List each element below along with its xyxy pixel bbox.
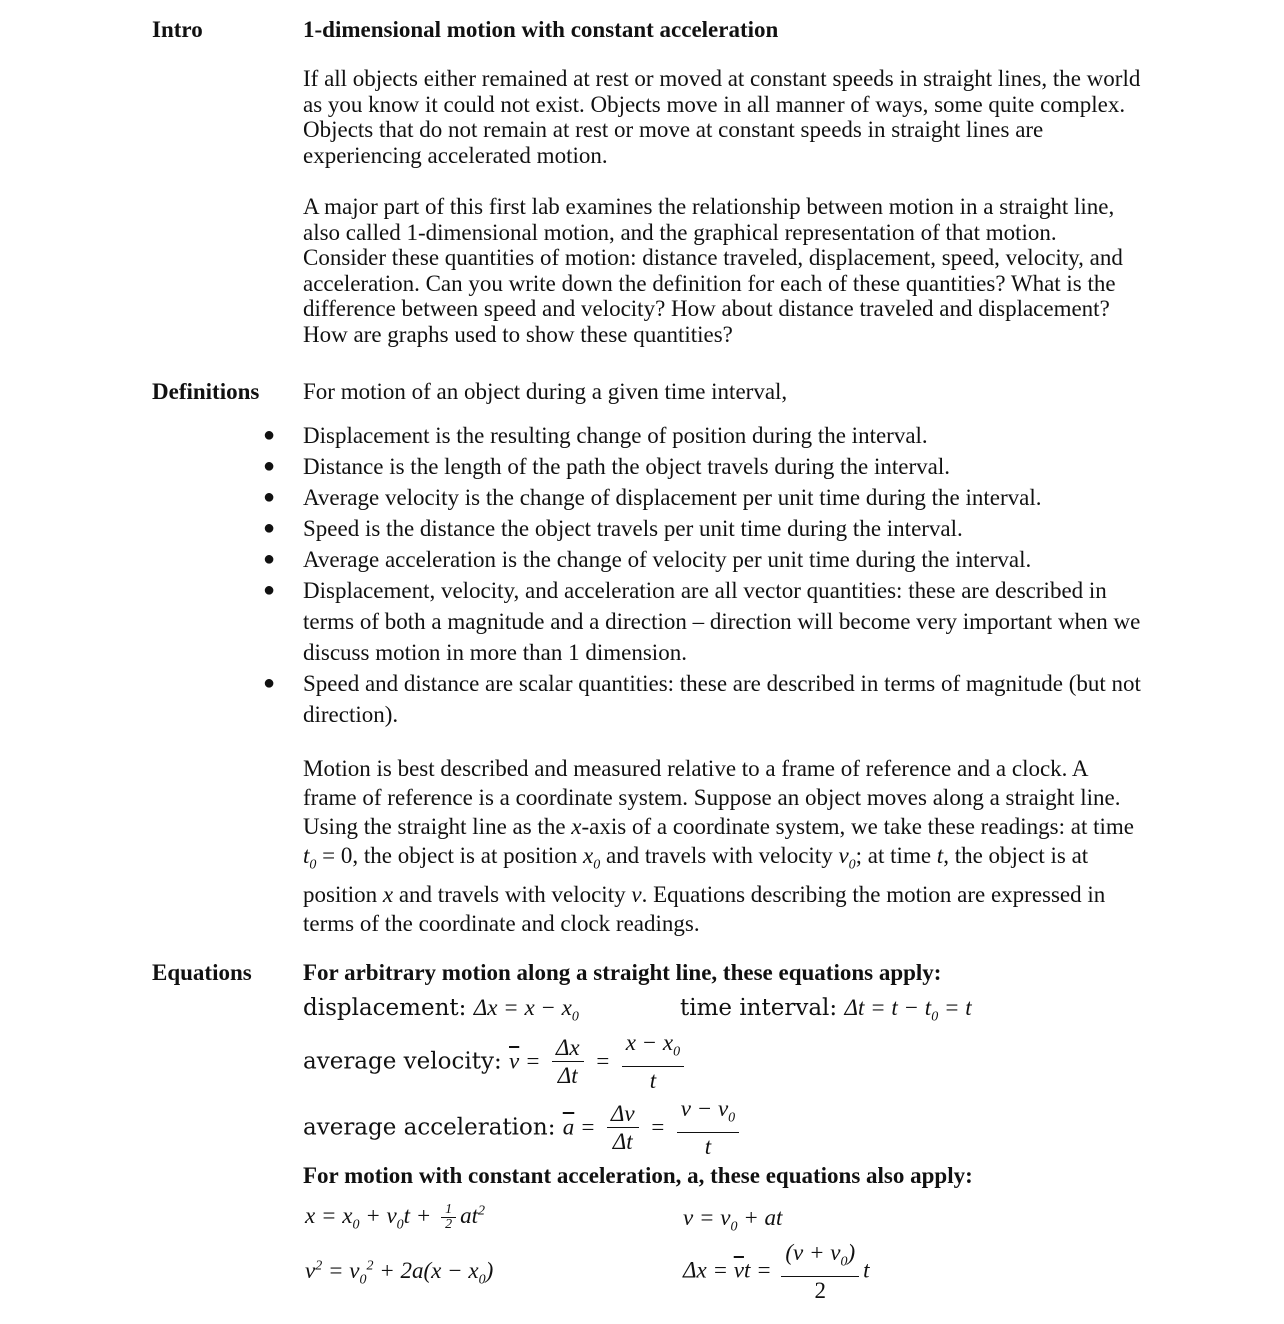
section-label-definitions: Definitions — [152, 379, 260, 404]
displacement-equation: displacement: $\Delta x = x - x_0$ — [303, 995, 579, 1025]
list-item: ● Speed is the distance the object travels per unit time during the interval. — [263, 516, 963, 541]
intro-paragraph-1: If all objects either remained at rest or moved at constant speeds in straight lines, the world as you know it could not exist. Objects move in all manner of ways, some quite complex. Objects that do not remain at rest or move at constant speeds in straight lines are experiencing accelerated motion. — [303, 66, 1141, 168]
list-item: ● Average velocity is the change of displacement per unit time during the interval. — [263, 485, 1042, 510]
list-item: ● Speed and distance are scalar quantities: these are described in terms of magnitude (but not direction). — [263, 671, 1141, 727]
constant-acceleration-heading: For motion with constant acceleration, a, these equations also apply: — [303, 1163, 973, 1188]
list-item: ● Distance is the length of the path the object travels during the interval. — [263, 454, 950, 479]
section-label-intro: Intro — [152, 17, 203, 42]
velocity-equation: $v = v_0$ + at — [683, 1205, 783, 1235]
average-acceleration-equation: average acceleration: $\overline{a}$ = $\frac{\Delta v}{\Delta t}$ = $\frac{v - v_0}{t}$ — [303, 1096, 743, 1161]
page-title: 1-dimensional motion with constant acceleration — [303, 17, 779, 42]
list-item: ● Displacement is the resulting change of position during the interval. — [263, 423, 928, 448]
intro-paragraph-2: A major part of this first lab examines the relationship between motion in a straight line, also called 1-dimensional motion, and the graphical representation of that motion. Consider these quantities of motion: distance traveled, displacement, speed, velocity, and acceleration. Can you write down the definition for each of these quantities? What is the difference between speed and velocity? How about distance traveled and displacement? How are graphs used to show these quantities? — [303, 194, 1123, 347]
list-item: ● Average acceleration is the change of velocity per unit time during the interval. — [263, 547, 1032, 572]
position-equation: $x = x_0 + v_0t$ + $\frac{1}{2}$ $at^2$ — [305, 1202, 485, 1233]
time-interval-equation: time interval: $\Delta t = t - t_0 = t$ — [680, 995, 972, 1025]
average-velocity-equation: average velocity: $\overline{v}$ = $\frac{\Delta x}{\Delta t}$ = $\frac{x - x_0}{t}$ — [303, 1030, 688, 1095]
frame-of-reference-paragraph: Motion is best described and measured relative to a frame of reference and a clock. A frame of reference is a coordinate system. Suppose an object moves along a straight line. Using the straight line as the x-axis of a coordinate system, we take these readings: at time $t_0 = 0$, the object is at position $x_0$ and travels with velocity $v_0$; at time t, the object is at position x and travels with velocity v. Equations describing the motion are expressed in terms of the coordinate and clock readings. — [303, 756, 1134, 936]
section-label-equations: Equations — [152, 960, 252, 985]
list-item: ● Displacement, velocity, and acceleration are all vector quantities: these are described in terms of both a magnitude and a direction – direction will become very important when we discuss motion in more than 1 dimension. — [263, 578, 1141, 665]
velocity-squared-equation: $v^2 = v_0^2 + 2a(x - x_0)$ — [305, 1258, 494, 1288]
definitions-list — [263, 420, 1143, 730]
definitions-lead: For motion of an object during a given time interval, — [303, 379, 788, 404]
arbitrary-motion-heading: For arbitrary motion along a straight line, these equations apply: — [303, 960, 942, 985]
displacement-average-equation: $\Delta x = \overline{v}t$ = $\frac{(v + v_0)}{2}$ t — [683, 1240, 870, 1303]
